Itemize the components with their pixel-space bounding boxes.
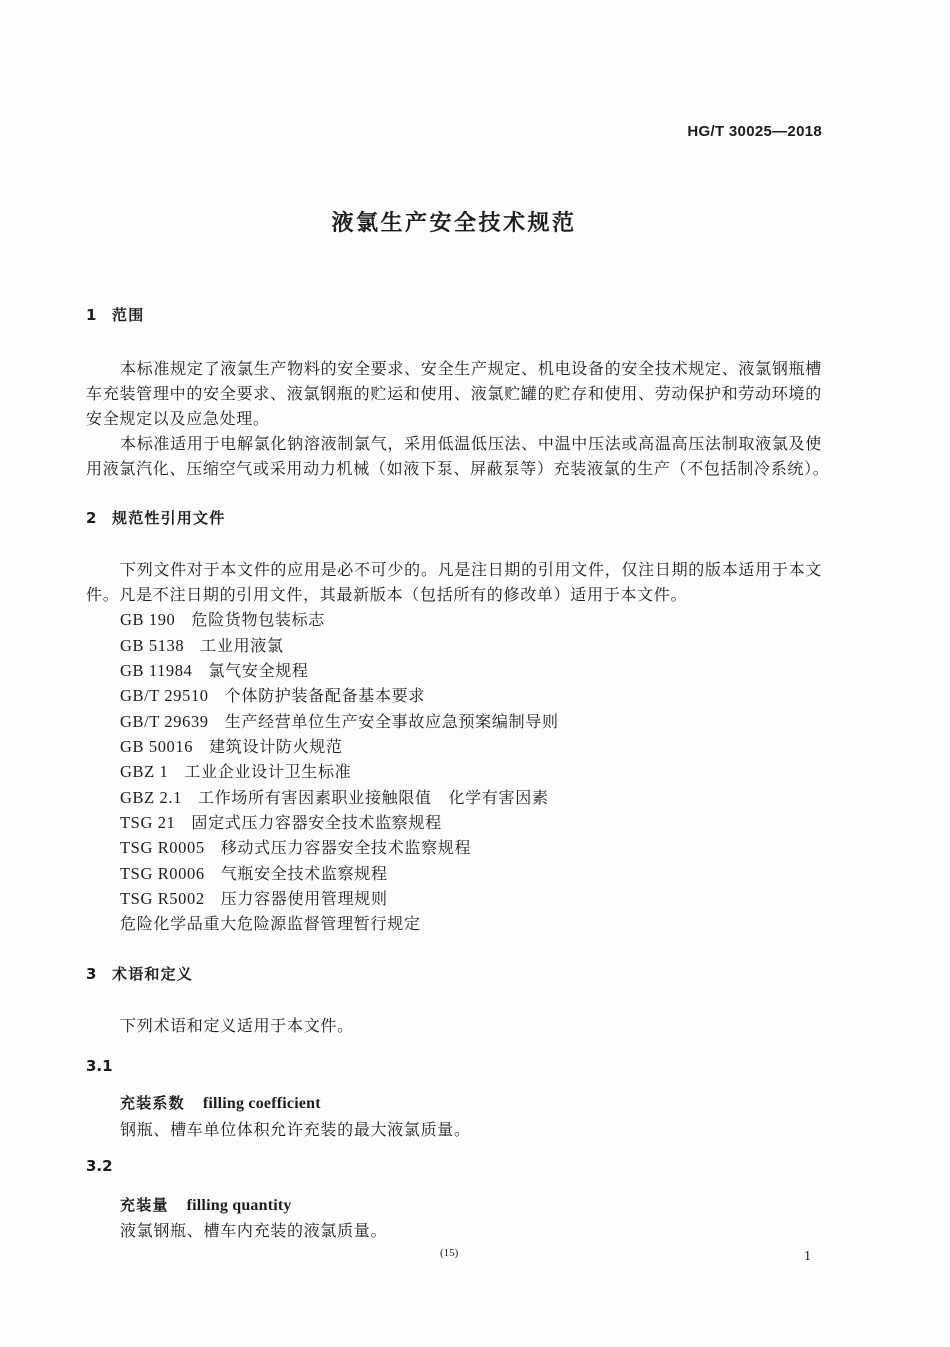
term-english: filling quantity (186, 1196, 292, 1214)
reference-code: GBZ 1 (120, 762, 169, 782)
document-title: 液氯生产安全技术规范 (331, 211, 577, 236)
standard-code-header: HG/T 30025—2018 (687, 123, 822, 140)
term-chinese: 充装系数 (120, 1093, 185, 1112)
term-heading (120, 1090, 321, 1116)
section-3-heading (86, 962, 193, 986)
paragraph-line: 本标准规定了液氯生产物料的安全要求、安全生产规定、机电设备的安全技术规定、液氯钢瓶槽 (120, 358, 822, 378)
reference-item (120, 709, 822, 734)
reference-code: TSG R5002 (120, 888, 205, 908)
reference-item (120, 785, 822, 810)
reference-code: GB 190 (120, 610, 176, 630)
reference-title: 工作场所有害因素职业接触限值 化学有害因素 (197, 787, 549, 807)
reference-code: GB/T 29639 (120, 711, 209, 731)
term-english: filling coefficient (202, 1094, 321, 1112)
reference-code: GB 11984 (120, 660, 193, 680)
paragraph-line: 本标准适用于电解氯化钠溶液制氯气，采用低温低压法、中温中压法或高温高压法制取液氯及使 (120, 433, 822, 453)
section-number: 2 (86, 509, 97, 527)
term-definition: 钢瓶、槽车单位体积允许充装的最大液氯质量。 (120, 1119, 471, 1139)
reference-title: 生产经营单位生产安全事故应急预案编制导则 (224, 711, 559, 731)
reference-item (120, 886, 822, 911)
reference-code: TSG 21 (120, 812, 176, 832)
term-heading (120, 1192, 292, 1218)
reference-item (120, 810, 822, 835)
reference-title: 移动式压力容器安全技术监察规程 (220, 838, 472, 858)
reference-item (120, 658, 822, 683)
reference-item (120, 683, 822, 708)
reference-code: GB 5138 (120, 635, 185, 655)
reference-title: 工业用液氯 (200, 635, 284, 655)
section-3-intro: 下列术语和定义适用于本文件。 (120, 1015, 354, 1035)
paragraph-line: 车充装管理中的安全要求、液氯钢瓶的贮运和使用、液氯贮罐的贮存和使用、劳动保护和劳动环境的 (86, 383, 822, 403)
section-title: 规范性引用文件 (112, 509, 226, 527)
reference-code: TSG R0006 (120, 863, 205, 883)
reference-title: 工业企业设计卫生标准 (184, 762, 352, 782)
reference-list (120, 607, 822, 936)
term-chinese: 充装量 (120, 1195, 169, 1214)
section-1-body (86, 356, 830, 481)
term-number: 3.1 (86, 1057, 113, 1075)
reference-title: 气瓶安全技术监察规程 (220, 863, 388, 883)
section-number: 3 (86, 965, 97, 983)
paragraph-line: 安全规定以及应急处理。 (86, 408, 270, 428)
reference-item (120, 835, 822, 860)
reference-title: 压力容器使用管理规则 (220, 888, 388, 908)
section-number: 1 (86, 306, 97, 324)
reference-title: 氯气安全规程 (208, 660, 309, 680)
reference-code: GBZ 2.1 (120, 787, 182, 807)
section-title: 术语和定义 (112, 965, 194, 983)
reference-title: 固定式压力容器安全技术监察规程 (191, 812, 442, 832)
reference-item (120, 861, 822, 886)
paragraph-line: 件。凡是不注日期的引用文件，其最新版本（包括所有的修改单）适用于本文件。 (86, 584, 688, 604)
section-2-intro (86, 557, 822, 608)
paragraph-line: 用液氯汽化、压缩空气或采用动力机械（如液下泵、屏蔽泵等）充装液氯的生产（不包括制冷系统）。 (86, 458, 830, 478)
paragraph-line: 下列文件对于本文件的应用是必不可少的。凡是注日期的引用文件，仅注日期的版本适用于本文 (120, 559, 822, 579)
reference-item (120, 911, 822, 936)
footer-page-number: 1 (804, 1249, 811, 1264)
reference-item (120, 633, 822, 658)
term-number: 3.2 (86, 1157, 113, 1175)
reference-item (120, 607, 822, 632)
footer-page-code: (15) (440, 1247, 459, 1259)
term-definition: 液氯钢瓶、槽车内充装的液氯质量。 (120, 1220, 388, 1240)
reference-item (120, 734, 822, 759)
reference-code: GB/T 29510 (120, 686, 209, 706)
reference-title: 建筑设计防火规范 (209, 736, 343, 756)
section-2-heading (86, 506, 225, 530)
reference-item (120, 759, 822, 784)
reference-title: 个体防护装备配备基本要求 (224, 686, 426, 706)
reference-title: 危险货物包装标志 (191, 610, 326, 630)
reference-code: TSG R0005 (120, 838, 205, 858)
section-1-heading (86, 303, 144, 327)
section-title: 范围 (112, 306, 145, 324)
reference-code: GB 50016 (120, 736, 194, 756)
reference-title: 危险化学品重大危险源监督管理暂行规定 (120, 914, 421, 934)
